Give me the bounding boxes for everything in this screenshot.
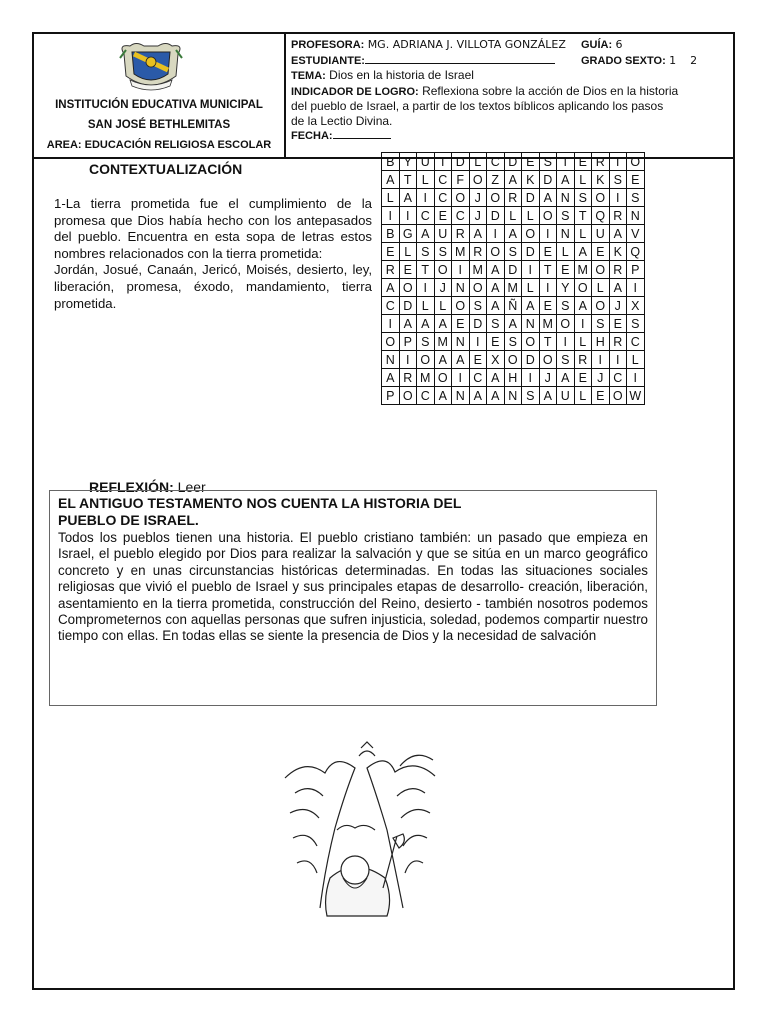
wordsearch-cell[interactable]: N bbox=[452, 279, 470, 297]
wordsearch-cell[interactable]: R bbox=[574, 351, 592, 369]
wordsearch-cell[interactable]: S bbox=[504, 243, 522, 261]
wordsearch-cell[interactable]: E bbox=[382, 243, 400, 261]
wordsearch-cell[interactable]: C bbox=[452, 207, 470, 225]
reflection-value: Leer bbox=[177, 479, 206, 495]
wordsearch-cell[interactable]: A bbox=[609, 225, 627, 243]
wordsearch-cell[interactable]: M bbox=[417, 369, 435, 387]
wordsearch-cell[interactable]: S bbox=[609, 171, 627, 189]
wordsearch-cell[interactable]: A bbox=[382, 279, 400, 297]
wordsearch-cell[interactable]: D bbox=[399, 297, 417, 315]
wordsearch-cell[interactable]: I bbox=[539, 225, 557, 243]
grade-options: 1 2 bbox=[669, 53, 698, 67]
wordsearch-cell[interactable]: Y bbox=[399, 153, 417, 171]
wordsearch-cell[interactable]: J bbox=[469, 189, 487, 207]
wordsearch-cell[interactable]: I bbox=[522, 369, 540, 387]
wordsearch-cell[interactable]: D bbox=[504, 153, 522, 171]
guide-number bbox=[581, 37, 623, 53]
wordsearch-cell[interactable]: C bbox=[469, 369, 487, 387]
wordsearch-cell[interactable]: T bbox=[574, 207, 592, 225]
date-blank[interactable] bbox=[333, 128, 391, 139]
wordsearch-cell[interactable]: O bbox=[434, 261, 452, 279]
wordsearch-cell[interactable]: C bbox=[434, 189, 452, 207]
student-label: ESTUDIANTE: bbox=[291, 54, 365, 67]
wordsearch-cell[interactable]: N bbox=[522, 315, 540, 333]
wordsearch-cell[interactable]: O bbox=[574, 279, 592, 297]
wordsearch-cell[interactable]: C bbox=[487, 153, 505, 171]
grade-info bbox=[581, 53, 697, 69]
wordsearch-cell[interactable]: C bbox=[417, 207, 435, 225]
wordsearch-cell[interactable]: J bbox=[469, 207, 487, 225]
wordsearch-cell[interactable]: E bbox=[627, 171, 645, 189]
reading-box bbox=[49, 490, 657, 706]
wordsearch-cell[interactable]: O bbox=[487, 243, 505, 261]
wordsearch-cell[interactable]: D bbox=[504, 261, 522, 279]
wordsearch-cell[interactable]: S bbox=[557, 351, 575, 369]
wordsearch-cell[interactable]: E bbox=[557, 261, 575, 279]
wordsearch-cell[interactable]: A bbox=[417, 315, 435, 333]
teacher-row bbox=[291, 37, 729, 53]
topic-row bbox=[291, 68, 729, 84]
header-table bbox=[34, 34, 733, 159]
wordsearch-cell[interactable]: O bbox=[382, 333, 400, 351]
wordsearch-cell[interactable]: O bbox=[592, 189, 610, 207]
wordsearch-cell[interactable]: O bbox=[592, 297, 610, 315]
wordsearch-cell[interactable]: S bbox=[627, 189, 645, 207]
wordsearch-cell[interactable]: I bbox=[382, 207, 400, 225]
wordsearch-cell[interactable]: S bbox=[574, 189, 592, 207]
wordsearch-cell[interactable]: C bbox=[609, 369, 627, 387]
wordsearch-cell[interactable]: R bbox=[592, 153, 610, 171]
wordsearch-cell[interactable]: I bbox=[539, 279, 557, 297]
wordsearch-cell[interactable]: O bbox=[417, 351, 435, 369]
wordsearch-cell[interactable]: M bbox=[539, 315, 557, 333]
indicator-text-line3: de la Lectio Divina. bbox=[291, 113, 393, 128]
wordsearch-cell[interactable]: A bbox=[557, 369, 575, 387]
wordsearch-cell[interactable]: S bbox=[539, 153, 557, 171]
wordsearch-cell[interactable]: S bbox=[417, 243, 435, 261]
reading-title: EL ANTIGUO TESTAMENTO NOS CUENTA LA HISTORIA DEL PUEBLO DE ISRAEL. bbox=[58, 495, 462, 528]
wordsearch-cell[interactable]: L bbox=[574, 225, 592, 243]
wordsearch-cell[interactable]: I bbox=[382, 315, 400, 333]
wordsearch-cell[interactable]: A bbox=[504, 171, 522, 189]
wordsearch-row bbox=[382, 225, 645, 243]
wordsearch-cell[interactable]: O bbox=[539, 207, 557, 225]
wordsearch-cell[interactable]: T bbox=[399, 171, 417, 189]
indicator-label: INDICADOR DE LOGRO: bbox=[291, 85, 419, 98]
wordsearch-cell[interactable]: D bbox=[469, 315, 487, 333]
wordsearch-cell[interactable]: O bbox=[627, 153, 645, 171]
wordsearch-cell[interactable]: N bbox=[557, 189, 575, 207]
wordsearch-cell[interactable]: D bbox=[539, 171, 557, 189]
wordsearch-cell[interactable]: I bbox=[557, 153, 575, 171]
wordsearch-cell[interactable]: P bbox=[399, 333, 417, 351]
wordsearch-cell[interactable]: D bbox=[487, 207, 505, 225]
teacher-label: PROFESORA: bbox=[291, 39, 365, 51]
reflection-label: REFLEXIÓN: bbox=[89, 479, 174, 495]
wordsearch-cell[interactable]: N bbox=[452, 333, 470, 351]
wordsearch-cell[interactable]: A bbox=[487, 279, 505, 297]
wordsearch-cell[interactable]: L bbox=[574, 387, 592, 405]
wordsearch-cell[interactable]: O bbox=[399, 279, 417, 297]
wordsearch-cell[interactable]: E bbox=[609, 315, 627, 333]
wordsearch-cell[interactable]: O bbox=[557, 315, 575, 333]
wordsearch-cell[interactable]: A bbox=[487, 387, 505, 405]
wordsearch-cell[interactable]: N bbox=[504, 387, 522, 405]
wordsearch-cell[interactable]: U bbox=[557, 387, 575, 405]
wordsearch-row bbox=[382, 387, 645, 405]
grade-label: GRADO SEXTO: bbox=[581, 54, 666, 67]
wordsearch-cell[interactable]: O bbox=[487, 189, 505, 207]
moses-parting-sea-illustration bbox=[275, 738, 445, 918]
wordsearch-cell[interactable]: O bbox=[452, 189, 470, 207]
wordsearch-cell[interactable]: I bbox=[627, 369, 645, 387]
wordsearch-cell[interactable]: X bbox=[487, 351, 505, 369]
wordsearch-cell[interactable]: M bbox=[574, 261, 592, 279]
wordsearch-cell[interactable]: A bbox=[417, 225, 435, 243]
wordsearch-cell[interactable]: O bbox=[504, 351, 522, 369]
indicator-text-line1: Reflexiona sobre la acción de Dios en la historia bbox=[422, 83, 679, 98]
wordsearch-cell[interactable]: A bbox=[382, 369, 400, 387]
instruction-text: 1-La tierra prometida fue el cumplimiento de la promesa que Dios había hecho con los antepasados del pueblo. Encuentra en esta sopa de letras estos nombres relacionados con la tierra prometida: bbox=[54, 196, 372, 261]
wordsearch-cell[interactable]: A bbox=[574, 297, 592, 315]
indicator-text-line2: del pueblo de Israel, a partir de los textos bíblicos aplicando los pasos bbox=[291, 99, 664, 113]
wordsearch-cell[interactable]: A bbox=[382, 171, 400, 189]
wordsearch-cell[interactable]: A bbox=[609, 279, 627, 297]
wordsearch-cell[interactable]: T bbox=[417, 261, 435, 279]
wordsearch-row bbox=[382, 315, 645, 333]
wordsearch-cell[interactable]: R bbox=[382, 261, 400, 279]
wordsearch-cell[interactable]: I bbox=[627, 279, 645, 297]
wordsearch-cell[interactable]: A bbox=[487, 261, 505, 279]
wordsearch-cell[interactable]: F bbox=[452, 171, 470, 189]
wordsearch-cell[interactable]: L bbox=[399, 243, 417, 261]
wordsearch-cell[interactable]: R bbox=[609, 333, 627, 351]
wordsearch-cell[interactable]: O bbox=[522, 225, 540, 243]
wordsearch-cell[interactable]: I bbox=[452, 261, 470, 279]
wordsearch-cell[interactable]: L bbox=[574, 333, 592, 351]
wordsearch-cell[interactable]: J bbox=[609, 297, 627, 315]
wordsearch-cell[interactable]: E bbox=[487, 333, 505, 351]
wordsearch-cell[interactable]: D bbox=[452, 153, 470, 171]
wordsearch-cell[interactable]: A bbox=[452, 351, 470, 369]
wordsearch-cell[interactable]: L bbox=[469, 153, 487, 171]
topic-label: TEMA: bbox=[291, 70, 326, 82]
wordsearch-cell[interactable]: R bbox=[399, 369, 417, 387]
wordsearch-cell[interactable]: O bbox=[592, 261, 610, 279]
wordsearch-cell[interactable]: A bbox=[469, 225, 487, 243]
wordsearch-cell[interactable]: I bbox=[557, 333, 575, 351]
wordsearch-cell[interactable]: C bbox=[417, 387, 435, 405]
wordsearch-row bbox=[382, 279, 645, 297]
wordsearch-cell[interactable]: A bbox=[574, 243, 592, 261]
wordsearch-cell[interactable]: H bbox=[504, 369, 522, 387]
wordsearch-cell[interactable]: N bbox=[452, 387, 470, 405]
wordsearch-cell[interactable]: S bbox=[417, 333, 435, 351]
wordsearch-cell[interactable]: A bbox=[469, 387, 487, 405]
wordsearch-cell[interactable]: S bbox=[469, 297, 487, 315]
wordsearch-cell[interactable]: I bbox=[399, 207, 417, 225]
wordsearch-cell[interactable]: O bbox=[399, 387, 417, 405]
wordsearch-row bbox=[382, 261, 645, 279]
wordsearch-cell[interactable]: I bbox=[417, 189, 435, 207]
wordsearch-cell[interactable]: O bbox=[539, 351, 557, 369]
wordsearch-cell[interactable]: N bbox=[627, 207, 645, 225]
wordsearch-cell[interactable]: A bbox=[487, 369, 505, 387]
wordsearch-cell[interactable]: O bbox=[452, 297, 470, 315]
wordsearch-cell[interactable]: S bbox=[487, 315, 505, 333]
wordsearch-cell[interactable]: S bbox=[504, 333, 522, 351]
wordsearch-cell[interactable]: Z bbox=[487, 171, 505, 189]
wordsearch-cell[interactable]: P bbox=[627, 261, 645, 279]
wordsearch-cell[interactable]: M bbox=[504, 279, 522, 297]
wordsearch-cell[interactable]: J bbox=[592, 369, 610, 387]
wordsearch-cell[interactable]: I bbox=[574, 315, 592, 333]
wordsearch-cell[interactable]: R bbox=[452, 225, 470, 243]
wordsearch-cell[interactable]: A bbox=[399, 189, 417, 207]
wordsearch-row bbox=[382, 333, 645, 351]
wordsearch-cell[interactable]: E bbox=[574, 369, 592, 387]
wordsearch-cell[interactable]: L bbox=[627, 351, 645, 369]
wordsearch-cell[interactable]: H bbox=[592, 333, 610, 351]
wordsearch-cell[interactable]: A bbox=[522, 297, 540, 315]
wordsearch-cell[interactable]: L bbox=[417, 171, 435, 189]
wordsearch-row bbox=[382, 297, 645, 315]
school-crest-icon bbox=[116, 40, 186, 92]
wordsearch-cell[interactable]: O bbox=[434, 369, 452, 387]
wordsearch-cell[interactable]: C bbox=[382, 297, 400, 315]
wordsearch-cell[interactable]: K bbox=[592, 171, 610, 189]
wordsearch-cell[interactable]: I bbox=[609, 351, 627, 369]
wordsearch-cell[interactable]: A bbox=[434, 351, 452, 369]
wordsearch-cell[interactable]: R bbox=[469, 243, 487, 261]
wordsearch-cell[interactable]: Ñ bbox=[504, 297, 522, 315]
wordsearch-cell[interactable]: U bbox=[434, 225, 452, 243]
wordsearch-cell[interactable]: O bbox=[522, 333, 540, 351]
wordsearch-cell[interactable]: A bbox=[399, 315, 417, 333]
wordsearch-cell[interactable]: M bbox=[469, 261, 487, 279]
guide-label: GUÍA: bbox=[581, 39, 613, 51]
wordsearch-cell[interactable]: I bbox=[487, 225, 505, 243]
wordsearch-cell[interactable]: R bbox=[609, 207, 627, 225]
wordsearch-row bbox=[382, 171, 645, 189]
wordsearch-row bbox=[382, 243, 645, 261]
wordsearch-cell[interactable]: T bbox=[609, 153, 627, 171]
wordsearch-cell[interactable]: O bbox=[609, 387, 627, 405]
wordsearch-cell[interactable]: Y bbox=[557, 279, 575, 297]
wordsearch-row bbox=[382, 189, 645, 207]
wordsearch-grid bbox=[381, 152, 645, 405]
topic-value: Dios en la historia de Israel bbox=[329, 68, 474, 82]
guide-info bbox=[288, 34, 733, 157]
wordsearch-cell[interactable]: M bbox=[452, 243, 470, 261]
teacher-value: MG. ADRIANA J. VILLOTA GONZÁLEZ bbox=[367, 38, 566, 51]
wordsearch-cell[interactable]: B bbox=[382, 225, 400, 243]
wordsearch-row bbox=[382, 207, 645, 225]
wordsearch-cell[interactable]: S bbox=[592, 315, 610, 333]
area-name: AREA: EDUCACIÓN RELIGIOSA ESCOLAR bbox=[46, 139, 272, 151]
institution-name: INSTITUCIÓN EDUCATIVA MUNICIPAL bbox=[55, 99, 263, 111]
contextualization-title: CONTEXTUALIZACIÓN bbox=[89, 161, 243, 177]
wordsearch-cell[interactable]: X bbox=[627, 297, 645, 315]
wordsearch-cell[interactable]: O bbox=[469, 279, 487, 297]
wordsearch-cell[interactable]: G bbox=[399, 225, 417, 243]
wordsearch-cell[interactable]: E bbox=[592, 387, 610, 405]
wordsearch-cell[interactable]: I bbox=[469, 333, 487, 351]
wordsearch-cell[interactable]: A bbox=[504, 315, 522, 333]
wordsearch-cell[interactable]: L bbox=[417, 297, 435, 315]
wordsearch-cell[interactable]: D bbox=[522, 189, 540, 207]
guide-value: 6 bbox=[615, 38, 623, 51]
wordsearch-cell[interactable]: L bbox=[574, 171, 592, 189]
wordsearch-cell[interactable]: O bbox=[469, 171, 487, 189]
wordsearch-cell[interactable]: W bbox=[627, 387, 645, 405]
wordsearch-row bbox=[382, 351, 645, 369]
wordsearch-cell[interactable]: I bbox=[452, 369, 470, 387]
wordsearch-cell[interactable]: I bbox=[522, 261, 540, 279]
wordsearch-cell[interactable]: N bbox=[557, 225, 575, 243]
wordsearch-cell[interactable]: L bbox=[382, 189, 400, 207]
wordsearch-cell[interactable]: E bbox=[539, 297, 557, 315]
wordsearch-cell[interactable]: K bbox=[522, 171, 540, 189]
wordsearch-cell[interactable]: K bbox=[609, 243, 627, 261]
wordsearch-cell[interactable]: A bbox=[539, 387, 557, 405]
wordsearch-cell[interactable]: D bbox=[522, 243, 540, 261]
wordsearch-cell[interactable]: Q bbox=[592, 207, 610, 225]
wordsearch-cell[interactable]: L bbox=[522, 207, 540, 225]
wordsearch-row bbox=[382, 153, 645, 171]
wordsearch-cell[interactable]: E bbox=[452, 315, 470, 333]
wordsearch-cell[interactable]: A bbox=[539, 189, 557, 207]
wordsearch-cell[interactable]: L bbox=[557, 243, 575, 261]
wordsearch-cell[interactable]: B bbox=[382, 153, 400, 171]
wordsearch-cell[interactable]: L bbox=[592, 279, 610, 297]
wordsearch-cell[interactable]: S bbox=[522, 387, 540, 405]
wordsearch-cell[interactable]: A bbox=[434, 387, 452, 405]
wordsearch-cell[interactable]: P bbox=[382, 387, 400, 405]
wordsearch-cell[interactable]: L bbox=[434, 297, 452, 315]
wordsearch-cell[interactable]: U bbox=[417, 153, 435, 171]
indicator-row bbox=[291, 84, 729, 100]
wordsearch-cell[interactable]: E bbox=[469, 351, 487, 369]
student-name-blank[interactable] bbox=[365, 53, 555, 64]
wordsearch-cell[interactable]: E bbox=[592, 243, 610, 261]
wordsearch-cell[interactable]: E bbox=[539, 243, 557, 261]
wordsearch-row bbox=[382, 369, 645, 387]
wordsearch-cell[interactable]: Q bbox=[627, 243, 645, 261]
wordsearch-cell[interactable]: A bbox=[557, 171, 575, 189]
wordsearch-cell[interactable]: A bbox=[434, 315, 452, 333]
wordsearch-cell[interactable]: E bbox=[399, 261, 417, 279]
wordsearch-cell[interactable]: V bbox=[627, 225, 645, 243]
wordsearch-cell[interactable]: E bbox=[434, 207, 452, 225]
institution-subname: SAN JOSÉ BETHLEMITAS bbox=[87, 119, 231, 131]
wordsearch-cell[interactable]: E bbox=[574, 153, 592, 171]
wordsearch-cell[interactable]: C bbox=[627, 333, 645, 351]
wordsearch-cell[interactable]: A bbox=[487, 297, 505, 315]
wordsearch-cell[interactable]: D bbox=[522, 351, 540, 369]
wordsearch-cell[interactable]: L bbox=[522, 279, 540, 297]
wordsearch-cell[interactable]: U bbox=[592, 225, 610, 243]
wordsearch-cell[interactable]: S bbox=[557, 207, 575, 225]
wordsearch-cell[interactable]: N bbox=[382, 351, 400, 369]
wordsearch-cell[interactable]: E bbox=[522, 153, 540, 171]
wordsearch-cell[interactable]: J bbox=[539, 369, 557, 387]
wordsearch-cell[interactable]: I bbox=[434, 153, 452, 171]
wordsearch-cell[interactable]: A bbox=[504, 225, 522, 243]
wordsearch-cell[interactable]: R bbox=[504, 189, 522, 207]
wordsearch-cell[interactable]: I bbox=[592, 351, 610, 369]
wordsearch-cell[interactable]: M bbox=[434, 333, 452, 351]
wordsearch-cell[interactable]: S bbox=[627, 315, 645, 333]
wordsearch-cell[interactable]: R bbox=[609, 261, 627, 279]
word-list: Jordán, Josué, Canaán, Jericó, Moisés, desierto, ley, liberación, promesa, éxodo, mandamiento, tierra prometida. bbox=[54, 262, 372, 311]
wordsearch-cell[interactable]: I bbox=[399, 351, 417, 369]
wordsearch-cell[interactable]: S bbox=[434, 243, 452, 261]
wordsearch-cell[interactable]: T bbox=[539, 261, 557, 279]
wordsearch-cell[interactable]: J bbox=[434, 279, 452, 297]
wordsearch-cell[interactable]: I bbox=[609, 189, 627, 207]
reading-body: Todos los pueblos tienen una historia. El pueblo cristiano también: un pasado que empieza en Israel, el pueblo elegido por Dios para realizar la salvación y que se sitúa en un marco geográfico concreto y en unas circunstancias históricas determinadas. En todas las situaciones sociales religiosas que vivió el pueblo de Israel y sus principales etapas de desarrollo- creación, liberación, asentamiento en la tierra prometida, construcción del Reino, desierto - también nosotros podemos Comprometernos con aquellas personas que sufren injusticia, soledad, podemos compartir nuestro tiempo con ellas. En todas ellas se siente la presencia de Dios y la necesidad de salvación bbox=[58, 530, 648, 644]
wordsearch-cell[interactable]: I bbox=[417, 279, 435, 297]
wordsearch-cell[interactable]: L bbox=[504, 207, 522, 225]
institution-block bbox=[34, 34, 286, 157]
wordsearch-cell[interactable]: C bbox=[434, 171, 452, 189]
wordsearch-cell[interactable]: S bbox=[557, 297, 575, 315]
date-label: FECHA: bbox=[291, 130, 333, 142]
student-row bbox=[291, 53, 729, 69]
wordsearch-instruction bbox=[54, 196, 372, 312]
wordsearch-cell[interactable]: T bbox=[539, 333, 557, 351]
date-row bbox=[291, 128, 729, 144]
